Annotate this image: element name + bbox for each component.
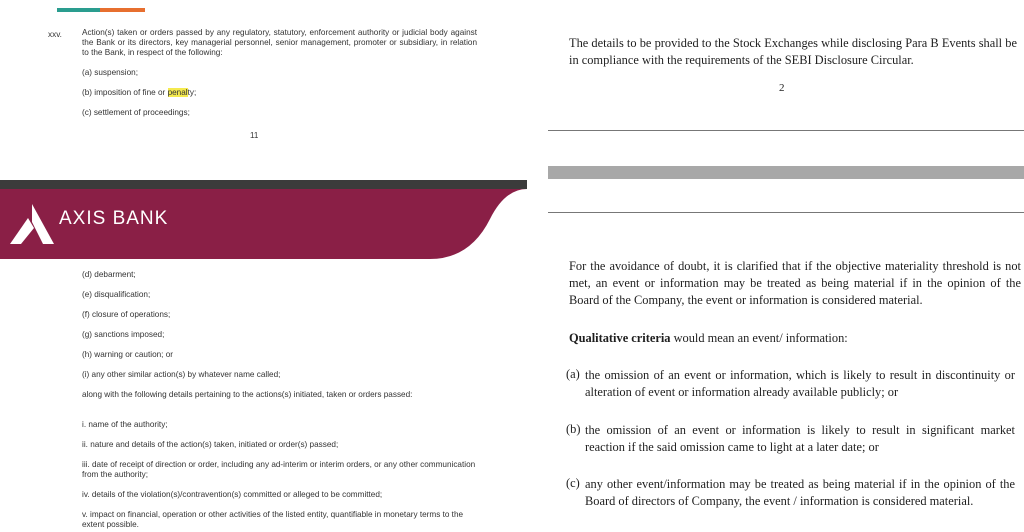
criteria-label-b: (b)	[566, 422, 581, 436]
item-number: xxv.	[48, 30, 62, 39]
qualitative-criteria-heading	[569, 330, 848, 347]
criteria-label-a: (a)	[566, 367, 580, 381]
page-separator-band	[548, 166, 1024, 179]
detail-item: v. impact on financial, operation or other activities of the listed entity, quantifiable in monetary terms to the extent possible.	[82, 510, 464, 529]
list-item: (h) warning or caution; or	[82, 350, 174, 359]
detail-item: iv. details of the violation(s)/contravention(s) committed or alleged to be committed;	[82, 490, 383, 499]
panel-gap	[527, 0, 548, 532]
axis-bank-logo-icon	[10, 204, 54, 244]
accent-bar-orange	[100, 8, 145, 12]
header-dark-band	[0, 180, 527, 189]
criteria-text-b: the omission of an event or information is likely to result in significant market reaction if the said omission came to light at a later date; or	[585, 423, 1015, 454]
page-divider-line	[548, 130, 1024, 131]
axis-bank-logo-text: AXIS BANK	[59, 208, 169, 229]
avoidance-of-doubt-paragraph: For the avoidance of doubt, it is clarified that if the objective materiality threshold is not met, an event or information may be treated as being material if in the opinion of the Board of the Company, the event or information is considered material.	[569, 259, 1021, 307]
disclosure-paragraph: The details to be provided to the Stock Exchanges while disclosing Para B Events shall be in compliance with the requirements of the SEBI Disclosure Circular.	[569, 36, 1017, 67]
accent-bar-teal	[57, 8, 100, 12]
qualitative-criteria-rest: would mean an event/ information:	[670, 331, 848, 345]
page-number-right: 2	[779, 82, 785, 94]
sub-item-b-prefix: (b) imposition of fine or	[82, 88, 168, 97]
sub-item-b-suffix: ty;	[187, 88, 197, 97]
banner-curve-decoration	[430, 189, 527, 259]
criteria-text-c: any other event/information may be treated as being material if in the opinion of the Board of directors of Company, the event / information is considered material.	[585, 477, 1015, 508]
sub-item-b	[82, 88, 196, 98]
list-item: (i) any other similar action(s) by whatever name called;	[82, 370, 281, 379]
sub-item-c: (c) settlement of proceedings;	[82, 108, 190, 117]
list-item: (d) debarment;	[82, 270, 136, 279]
criteria-label-c: (c)	[566, 476, 580, 490]
detail-item: i. name of the authority;	[82, 420, 168, 429]
detail-item: ii. nature and details of the action(s) taken, initiated or order(s) passed;	[82, 440, 339, 449]
page-number-left: 11	[250, 131, 259, 140]
list-item: (f) closure of operations;	[82, 310, 171, 319]
detail-item: iii. date of receipt of direction or order, including any ad-interim or interim orders, or any other communication from the authority;	[82, 460, 476, 479]
item-text: Action(s) taken or orders passed by any regulatory, statutory, enforcement authority or judicial body against the Bank or its directors, key managerial personnel, senior management, promoter or subsidiary, in relation to the Bank, in respect of the following:	[82, 28, 477, 57]
page-divider-line	[548, 212, 1024, 213]
details-intro: along with the following details pertaining to the actions(s) initiated, taken or orders passed:	[82, 390, 413, 399]
highlighted-term: penal	[167, 88, 188, 97]
list-item: (g) sanctions imposed;	[82, 330, 165, 339]
qualitative-criteria-bold: Qualitative criteria	[569, 331, 671, 345]
list-item: (e) disqualification;	[82, 290, 151, 299]
criteria-text-a: the omission of an event or information, which is likely to result in discontinuity or alteration of event or information already available publicly; or	[585, 368, 1015, 399]
sub-item-a: (a) suspension;	[82, 68, 138, 77]
